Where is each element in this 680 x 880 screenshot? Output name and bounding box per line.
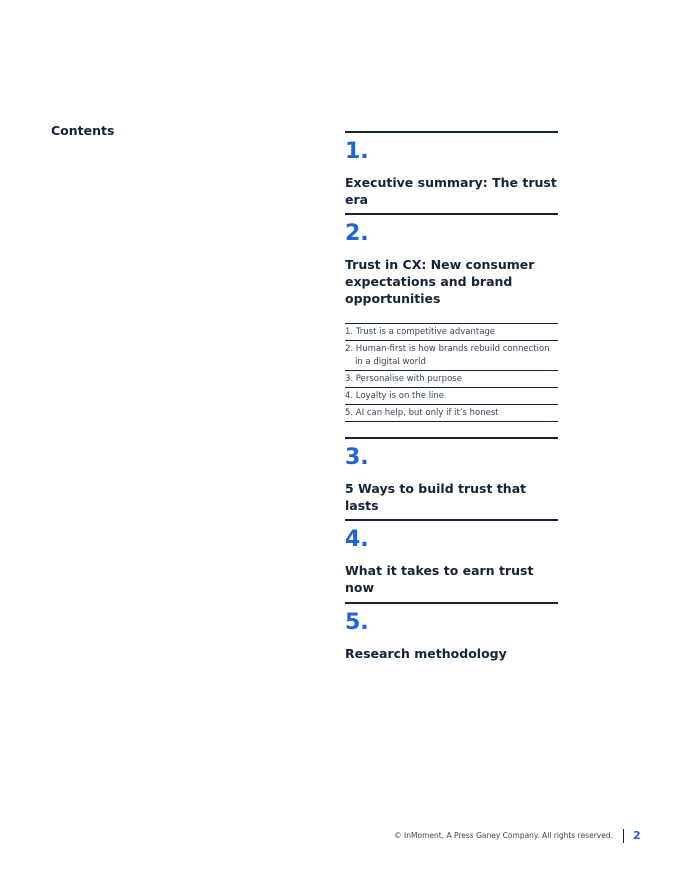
toc-section-2[interactable]	[345, 213, 558, 437]
subsection-item[interactable]: 4. Loyalty is on the line	[345, 387, 558, 404]
section-number: 5.	[345, 610, 369, 635]
toc-section-5[interactable]	[345, 602, 558, 664]
table-of-contents	[345, 131, 558, 664]
subsection-item[interactable]: 1. Trust is a competitive advantage	[345, 323, 558, 340]
subsection-item[interactable]: 5. AI can help, but only if it’s honest	[345, 404, 558, 421]
contents-heading: Contents	[51, 123, 115, 138]
section-title[interactable]: What it takes to earn trust now	[345, 563, 534, 595]
toc-section-4[interactable]	[345, 519, 558, 602]
section-title[interactable]: Trust in CX: New consumer expectations and brand opportunities	[345, 257, 535, 306]
section-title[interactable]: Executive summary: The trust era	[345, 175, 557, 207]
toc-section-1[interactable]	[345, 131, 558, 213]
section-number: 4.	[345, 527, 369, 552]
toc-section-3[interactable]	[345, 437, 558, 519]
section-number: 1.	[345, 139, 369, 164]
page-number: 2	[633, 829, 641, 842]
footer-copyright: © InMoment, A Press Ganey Company. All rights reserved.	[394, 831, 613, 840]
section-number: 2.	[345, 221, 369, 246]
subsection-item[interactable]: 2. Human-first is how brands rebuild connection in a digital world	[345, 340, 558, 370]
section-title[interactable]: 5 Ways to build trust that lasts	[345, 481, 527, 513]
section-number: 3.	[345, 445, 369, 470]
subsection-list	[345, 323, 558, 422]
subsection-item[interactable]: 3. Personalise with purpose	[345, 370, 558, 387]
section-title[interactable]: Research methodology	[345, 646, 507, 661]
footer-divider	[623, 829, 624, 843]
